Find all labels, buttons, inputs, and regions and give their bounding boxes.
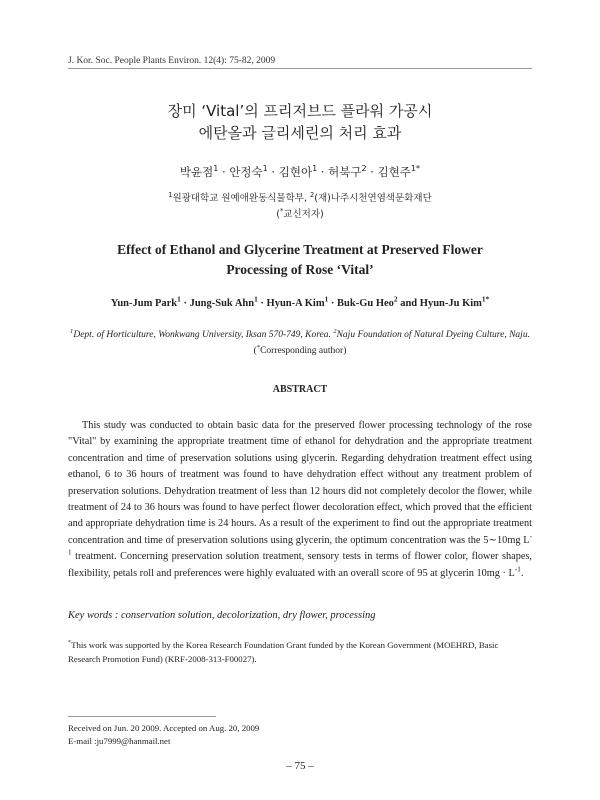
english-title-line2: Processing of Rose ‘Vital’ [226, 262, 374, 277]
author-name: Yun-Jum Park [110, 298, 178, 309]
abstract-text: This study was conducted to obtain basic data for the preserved flower processing technology of the rose "Vital" by examining the appropriate treatment time of ethanol for dehydration and the appropriate treatment concentration and time of preservation solutions using glycerin. Regarding dehydration treatment effect using ethanol, 6 to 36 hours of treatment was found to have dehydration effect without any treatment problem of preservation solutions. Dehydration treatment of less than 12 hours did not completely decolor the flower, while treatment of 24 to 36 hours was found to have perfect flower decoloration effect, which proved that the efficient and appropriate dehydration time is 24 hours. As a result of the experiment to find out the appropriate treatment concentration and time of preservation solutions using glycerin, the optimum concentration was the 5∼10mg L [68, 420, 532, 546]
english-affiliation [0, 327, 600, 340]
author-mark: 1 [254, 294, 258, 304]
author-mark: 1 [312, 164, 318, 174]
korean-affiliation [0, 190, 600, 204]
korean-corresponding: (*교신저자) [276, 206, 324, 220]
corr-mark: * [256, 343, 261, 351]
corr-text: Corresponding author [260, 346, 344, 356]
footnote-mark: * [68, 640, 72, 647]
received-dates: Received on Jun. 20 2009. Accepted on Aug. 20, 2009 [68, 723, 260, 733]
corr-mark: * [279, 206, 284, 215]
author-mark: 1 [262, 164, 268, 174]
english-corresponding: (*Corresponding author) [253, 343, 347, 356]
page-number: – 75 – [286, 760, 314, 772]
abstract-text: . [520, 567, 524, 579]
unit-superscript: -1 [514, 565, 521, 574]
affil-text: (재)나주시천연염색문화재단 [314, 193, 432, 204]
author-name: Jung-Suk Ahn [189, 298, 255, 309]
author-name: 김현주 [377, 165, 411, 179]
author-mark: 1* [410, 164, 421, 174]
author-name: 박윤점 [179, 165, 214, 179]
affil-mark: 1 [168, 190, 173, 199]
abstract-heading: ABSTRACT [272, 384, 328, 395]
affil-mark: 2 [333, 327, 337, 335]
author-mark: 2 [361, 164, 367, 174]
affil-text: Dept. of Horticulture, Wonkwang University, Iksan 570-749, Korea. [73, 330, 334, 340]
english-authors: Yun-Jum Park$^1$ · Jung-Suk Ahn$^1$ · Hyun-A Kim$^1$ · Buk-Gu Heo$^2$ and Hyun-Ju Kim$^{1*}$ [110, 294, 490, 309]
english-title-line1: Effect of Ethanol and Glycerine Treatment at Preserved Flower [117, 242, 483, 257]
keywords-label: Key words [68, 610, 113, 621]
footnote-text: This work was supported by the Korea Research Foundation Grant funded by the Korean Government (MOEHRD, Basic Research Promotion Fund) (KRF-2008-313-F00027). [68, 640, 499, 664]
author-mark: 1 [324, 294, 329, 304]
funding-footnote [68, 638, 532, 666]
header-rule [68, 68, 532, 69]
author-mark: 1 [177, 294, 181, 304]
author-name: Hyun-A Kim [266, 298, 325, 309]
author-mark: 1* [481, 294, 490, 304]
abstract-text: treatment. Concerning preservation solution treatment, sensory tests in terms of flower color, flower shapes, flexibility, petals roll and preferences were highly evaluated with an overall score of 95 at glycerin 10mg · L [68, 551, 532, 579]
keywords [68, 610, 376, 621]
korean-title-line1: 장미 ‘Vital’의 프리저브드 플라워 가공시 [167, 102, 433, 120]
author-mark: 1 [213, 164, 219, 174]
journal-citation: J. Kor. Soc. People Plants Environ. 12(4): 75-82, 2009 [68, 56, 276, 66]
abstract-body [68, 418, 532, 582]
footnote-rule [68, 716, 216, 717]
email-line: E-mail :ju7999@hanmail.net [68, 736, 171, 746]
author-name: 김현아 [278, 165, 313, 179]
keywords-separator: : [112, 610, 121, 621]
korean-title-line2: 에탄올과 글리세린의 처리 효과 [198, 124, 402, 142]
unit-superscript: -1 [68, 532, 532, 557]
affil-text: Naju Foundation of Natural Dyeing Culture, Naju. [336, 330, 530, 340]
affil-text: 원광대학교 원예애완동식물학부, [172, 193, 310, 204]
author-name: 안정숙 [229, 165, 263, 179]
author-mark: 2 [393, 294, 398, 304]
affil-mark: 2 [310, 190, 315, 199]
author-name: 허북구 [328, 165, 362, 179]
keywords-text: conservation solution, decolorization, dry flower, processing [121, 610, 376, 621]
korean-authors: 박윤점$^1$ · 안정숙$^1$ · 김현아$^1$ · 허북구$^2$ · 김현주$^{1*}$ [179, 164, 421, 179]
corr-text: 교신저자 [283, 209, 321, 220]
received-info [68, 722, 259, 748]
author-name: Buk-Gu Heo [337, 298, 394, 309]
author-name: Hyun-Ju Kim [419, 298, 482, 309]
affil-mark: 1 [70, 327, 74, 335]
